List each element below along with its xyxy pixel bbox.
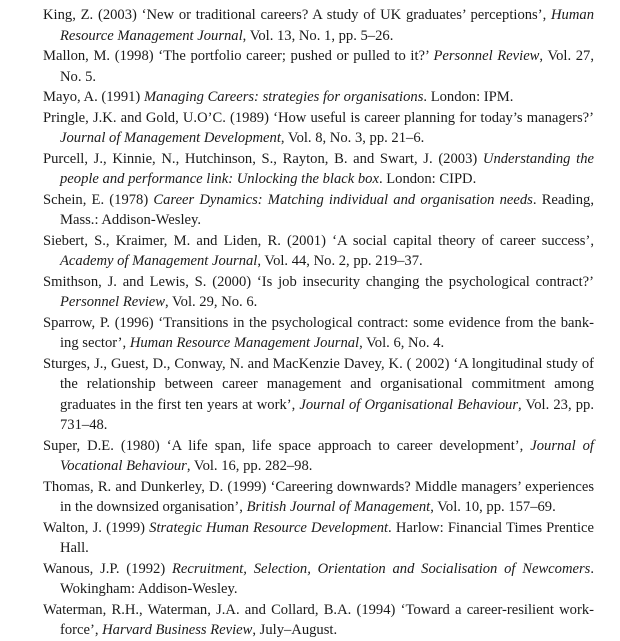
reference-entry: [43, 313, 594, 354]
reference-title-italic: Recruitment, Selection, Orientation and Socialisation of Newcomers: [171, 560, 591, 577]
reference-text: . London: CIPD.: [378, 171, 477, 187]
reference-text: . Harlow: Financial Times Prentice Hall.: [60, 519, 594, 556]
reference-entry: [43, 108, 594, 149]
reference-title-italic: Journal of Organisational Behaviour: [299, 396, 519, 413]
reference-text: . London: IPM.: [423, 89, 514, 105]
reference-title-italic: British Journal of Management: [246, 499, 431, 515]
reference-text: Sturges, J., Guest, D., Conway, N. and MacKenzie Davey, K. ( 2002) ‘A longitudinal study of the relationship between career management and organisational commitment among graduates in the first ten years at work’,: [43, 355, 594, 413]
reference-title-italic: Managing Careers: strategies for organisations: [143, 89, 424, 105]
reference-text: , Vol. 8, No. 3, pp. 21–6.: [280, 130, 425, 146]
reference-text: , Vol. 10, pp. 157–69.: [430, 499, 556, 515]
reference-entry: [43, 477, 594, 518]
reference-text: King, Z. (2003) ‘New or traditional careers? A study of UK graduates’ perceptions’,: [43, 7, 552, 23]
reference-text: . Reading, Mass.: Addison-Wesley.: [60, 191, 594, 228]
reference-text: , Vol. 23, pp. 731–48.: [60, 396, 594, 433]
reference-title-italic: Strategic Human Resource Development: [149, 519, 389, 536]
reference-text: , Vol. 27, No. 5.: [60, 48, 594, 85]
reference-title-italic: Journal of Management Development: [60, 130, 281, 146]
reference-entry: [43, 354, 594, 436]
reference-entry: [43, 149, 594, 190]
reference-text: Mallon, M. (1998) ‘The portfolio career; pushed or pulled to it?’: [43, 48, 434, 64]
reference-text: , Vol. 13, No. 1, pp. 5–26.: [242, 27, 394, 44]
reference-text: Wanous, J.P. (1992): [43, 560, 172, 577]
reference-text: Siebert, S., Kraimer, M. and Liden, R. (2001) ‘A social capital theory of career success’,: [43, 232, 594, 249]
reference-text: Mayo, A. (1991): [43, 89, 144, 105]
reference-text: Super, D.E. (1980) ‘A life span, life space approach to career development’,: [43, 437, 531, 454]
reference-title-italic: Personnel Review: [60, 294, 165, 310]
reference-entry: [43, 559, 594, 600]
reference-entry: [43, 231, 594, 272]
reference-entry: [43, 600, 594, 641]
reference-list: [43, 5, 594, 641]
reference-text: , July–August.: [252, 622, 338, 638]
reference-title-italic: Journal of Vocational Behaviour: [60, 437, 594, 474]
reference-text: Thomas, R. and Dunkerley, D. (1999) ‘Careering downwards? Middle managers’ experiences in the downsized organisation’,: [43, 478, 594, 515]
reference-entry: [43, 5, 594, 46]
reference-entry: [43, 518, 594, 559]
reference-text: Schein, E. (1978): [43, 191, 154, 208]
reference-text: , Vol. 29, No. 6.: [164, 294, 258, 310]
reference-text: , Vol. 44, No. 2, pp. 219–37.: [257, 253, 423, 269]
reference-text: Smithson, J. and Lewis, S. (2000) ‘Is job insecurity changing the psychological contract?’: [43, 273, 594, 290]
reference-text: . Wokingham: Addison-Wesley.: [60, 560, 594, 597]
reference-title-italic: Human Resource Management Journal: [129, 335, 360, 351]
reference-entry: [43, 46, 594, 87]
reference-entry: [43, 272, 594, 313]
reference-text: Walton, J. (1999): [43, 519, 150, 536]
reference-text: Sparrow, P. (1996) ‘Transitions in the psychological contract: some evidence from the banking sector’,: [43, 314, 594, 351]
reference-title-italic: Understanding the people and performance link: Unlocking the black box: [60, 150, 594, 187]
reference-text: Pringle, J.K. and Gold, U.O’C. (1989) ‘How useful is career planning for today’s managers?’: [43, 109, 594, 126]
reference-title-italic: Personnel Review: [433, 48, 540, 64]
reference-entry: [43, 190, 594, 231]
reference-title-italic: Academy of Management Journal: [60, 253, 258, 269]
reference-text: , Vol. 16, pp. 282–98.: [186, 458, 313, 474]
reference-entry: [43, 436, 594, 477]
reference-title-italic: Career Dynamics: Matching individual and organisation needs: [153, 191, 533, 208]
reference-title-italic: Human Resource Management Journal: [60, 7, 594, 44]
reference-title-italic: Harvard Business Review: [102, 622, 253, 638]
reference-text: , Vol. 6, No. 4.: [359, 335, 445, 351]
reference-entry: [43, 87, 594, 108]
reference-text: Waterman, R.H., Waterman, J.A. and Collard, B.A. (1994) ‘Toward a career-resilient workforce’,: [43, 601, 594, 638]
reference-text: Purcell, J., Kinnie, N., Hutchinson, S., Rayton, B. and Swart, J. (2003): [43, 150, 483, 167]
